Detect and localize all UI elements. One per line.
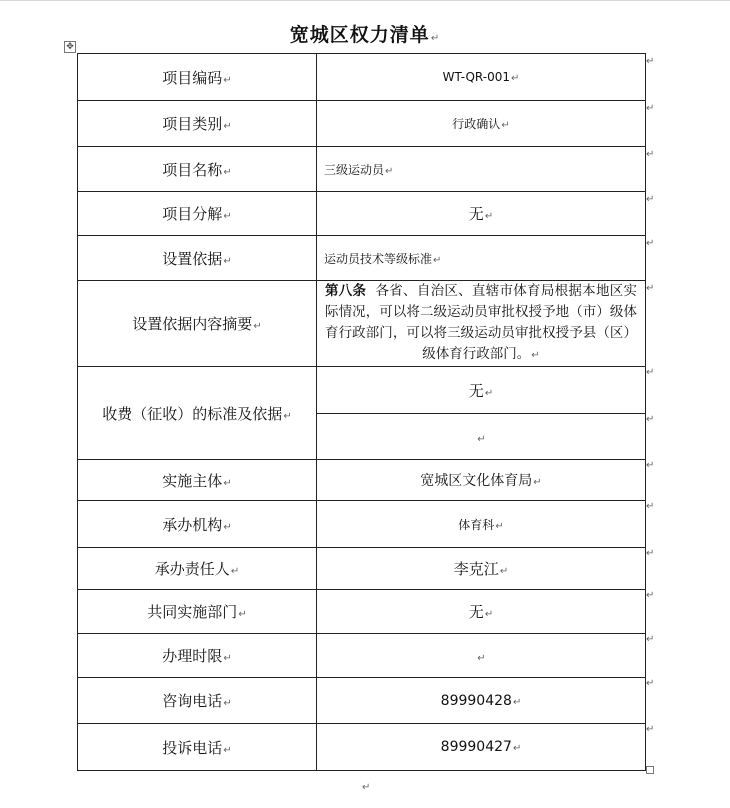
table-resize-handle-icon[interactable] bbox=[646, 766, 654, 774]
row-end-mark-icon: ↵ bbox=[646, 501, 655, 512]
row-label: 承办机构↵ bbox=[78, 501, 317, 548]
row-value[interactable]: 李克江↵ bbox=[317, 548, 646, 590]
row-value[interactable]: 无↵ bbox=[317, 192, 646, 236]
row-label: 项目类别↵ bbox=[78, 101, 317, 147]
row-label: 项目名称↵ bbox=[78, 147, 317, 192]
row-value[interactable]: 运动员技术等级标准↵ bbox=[317, 236, 646, 281]
table-row bbox=[78, 281, 646, 367]
table-row bbox=[78, 367, 646, 414]
row-end-mark-icon: ↵ bbox=[646, 238, 655, 249]
row-value[interactable]: WT-QR-001↵ bbox=[317, 54, 646, 101]
row-end-mark-icon: ↵ bbox=[646, 283, 655, 294]
table-move-handle-icon[interactable]: ✥ bbox=[64, 41, 76, 53]
row-end-mark-icon: ↵ bbox=[646, 634, 655, 645]
row-value[interactable]: 宽城区文化体育局↵ bbox=[317, 460, 646, 501]
row-end-mark-icon: ↵ bbox=[646, 56, 655, 67]
table-row bbox=[78, 54, 646, 101]
table-row bbox=[78, 678, 646, 724]
table-row bbox=[78, 590, 646, 634]
paragraph-mark-icon: ↵ bbox=[362, 782, 371, 793]
row-end-mark-icon: ↵ bbox=[646, 724, 655, 735]
row-label: 投诉电话↵ bbox=[78, 724, 317, 771]
table-row bbox=[78, 634, 646, 678]
row-label: 实施主体↵ bbox=[78, 460, 317, 501]
row-label: 项目分解↵ bbox=[78, 192, 317, 236]
row-value[interactable]: 89990427↵ bbox=[317, 724, 646, 771]
row-end-mark-icon: ↵ bbox=[646, 149, 655, 160]
row-end-mark-icon: ↵ bbox=[646, 367, 655, 378]
row-end-mark-icon: ↵ bbox=[646, 194, 655, 205]
row-value[interactable]: ↵ bbox=[317, 634, 646, 678]
row-value[interactable]: 三级运动员↵ bbox=[317, 147, 646, 192]
table-row bbox=[78, 724, 646, 771]
row-end-mark-icon: ↵ bbox=[646, 548, 655, 559]
row-label: 设置依据↵ bbox=[78, 236, 317, 281]
table-row bbox=[78, 548, 646, 590]
row-value[interactable]: 无↵ bbox=[317, 367, 646, 414]
table-row bbox=[78, 460, 646, 501]
summary-text[interactable]: 第八条 各省、自治区、直辖市体育局根据本地区实际情况，可以将二级运动员审批权授予地（市）级体育行政部门，可以将三级运动员审批权授予县（区）级体育行政部门。↵ bbox=[317, 281, 646, 367]
row-end-mark-icon: ↵ bbox=[646, 103, 655, 114]
power-list-table bbox=[77, 53, 646, 771]
row-end-mark-icon: ↵ bbox=[646, 460, 655, 471]
table-row bbox=[78, 236, 646, 281]
table-row bbox=[78, 501, 646, 548]
row-label: 办理时限↵ bbox=[78, 634, 317, 678]
table-row bbox=[78, 101, 646, 147]
row-label: 项目编码↵ bbox=[78, 54, 317, 101]
row-label: 共同实施部门↵ bbox=[78, 590, 317, 634]
row-value[interactable]: 体育科↵ bbox=[317, 501, 646, 548]
row-value[interactable]: 行政确认↵ bbox=[317, 101, 646, 147]
row-end-mark-icon: ↵ bbox=[646, 678, 655, 689]
page-top-border bbox=[0, 0, 730, 1]
row-value[interactable]: 89990428↵ bbox=[317, 678, 646, 724]
row-value[interactable]: ↵ bbox=[317, 414, 646, 460]
row-label: 咨询电话↵ bbox=[78, 678, 317, 724]
paragraph-mark-icon: ↵ bbox=[430, 33, 441, 44]
row-label: 设置依据内容摘要↵ bbox=[78, 281, 317, 367]
row-label: 承办责任人↵ bbox=[78, 548, 317, 590]
row-end-mark-icon: ↵ bbox=[646, 590, 655, 601]
row-value[interactable]: 无↵ bbox=[317, 590, 646, 634]
table-row bbox=[78, 147, 646, 192]
row-end-mark-icon: ↵ bbox=[646, 414, 655, 425]
page-title: 宽城区权力清单↵ bbox=[289, 24, 441, 46]
row-label: 收费（征收）的标准及依据↵ bbox=[78, 367, 317, 460]
table-row bbox=[78, 192, 646, 236]
